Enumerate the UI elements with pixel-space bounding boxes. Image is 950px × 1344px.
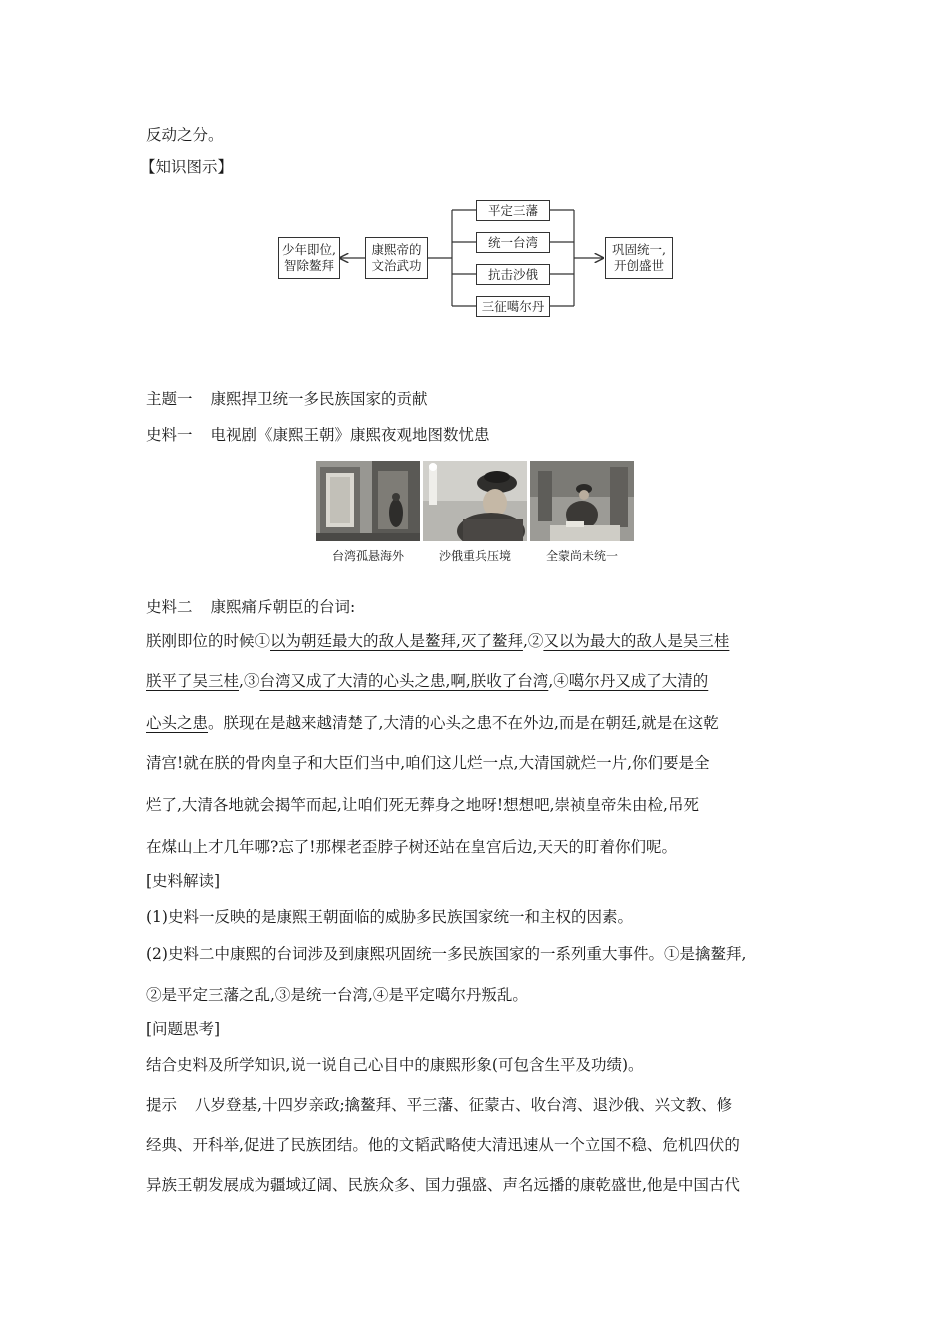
- diagram-center-line2: 文治武功: [371, 258, 422, 273]
- hint-line-3: 异族王朝发展成为疆域辽阔、民族众多、国力强盛、声名远播的康乾盛世,他是中国古代: [146, 1176, 740, 1194]
- hint-line-1: [146, 1094, 732, 1116]
- diagram-branch-2: 统一台湾: [476, 232, 550, 253]
- quote-text: ,②: [522, 632, 544, 650]
- theme-1-text: 康熙捍卫统一多民族国家的贡献: [210, 390, 428, 408]
- diagram-center-line1: 康熙帝的: [371, 242, 422, 257]
- diagram-connectors: [0, 0, 950, 340]
- interpretation-2b: ②是平定三藩之乱,③是统一台湾,④是平定噶尔丹叛乱。: [146, 986, 528, 1004]
- question-text: 结合史料及所学知识,说一说自己心目中的康熙形象(可包含生平及功绩)。: [146, 1056, 644, 1074]
- quote-text: 。朕现在是越来越清楚了,大清的心头之患不在外边,而是在朝廷,就是在这乾: [208, 714, 719, 732]
- knowledge-heading: 【知识图示】: [140, 158, 234, 176]
- photo-caption-3: 全蒙尚未统一: [545, 549, 618, 563]
- diagram-branch-3: 抗击沙俄: [476, 264, 550, 285]
- diagram-right-line1: 巩固统一,: [612, 242, 666, 257]
- source-2-label: 史料二: [146, 598, 193, 616]
- quote-underlined-1: 以为朝廷最大的敌人是鳌拜,灭了鳌拜: [270, 632, 523, 650]
- quote-line-1: [146, 630, 729, 652]
- quote-underlined-2: 又以为最大的敌人是吴三桂: [543, 632, 730, 650]
- quote-underlined-3: 台湾又成了大清的心头之患,啊,朕收了台湾: [259, 672, 549, 690]
- photo-taiwan: [316, 461, 420, 541]
- hint-text-1: 八岁登基,十四岁亲政;擒鳌拜、平三藩、征蒙古、收台湾、退沙俄、兴文教、修: [195, 1096, 733, 1114]
- source-2: [146, 596, 355, 618]
- interpretation-2a: (2)史料二中康熙的台词涉及到康熙巩固统一多民族国家的一系列重大事件。①是擒鳌拜,: [146, 945, 747, 963]
- diagram-right-line2: 开创盛世: [613, 258, 664, 273]
- quote-text: 朕刚即位的时候①: [146, 632, 271, 650]
- photo-mongolia-image: [530, 461, 634, 541]
- photo-russia: [423, 461, 527, 541]
- diagram-box-left: [278, 237, 340, 279]
- quote-line-6: 在煤山上才几年哪?忘了!那棵老歪脖子树还站在皇宫后边,天天的盯着你们呢。: [146, 838, 677, 856]
- diagram-box-center: [365, 237, 428, 279]
- theme-1-label: 主题一: [146, 390, 193, 408]
- quote-line-3: [146, 712, 719, 734]
- source-1-label: 史料一: [146, 426, 193, 444]
- photo-caption-2: 沙俄重兵压境: [438, 549, 511, 563]
- interpretation-heading: [史料解读]: [146, 872, 221, 890]
- diagram-box-right: [605, 237, 673, 279]
- quote-line-5: 烂了,大清各地就会揭竿而起,让咱们死无葬身之地呀!想想吧,崇祯皇帝朱由检,吊死: [146, 796, 699, 814]
- diagram-branch-1: 平定三藩: [476, 200, 550, 221]
- source-2-text: 康熙痛斥朝臣的台词:: [210, 598, 356, 616]
- source-1-text: 电视剧《康熙王朝》康熙夜观地图数忧患: [210, 426, 490, 444]
- diagram-left-line1: 少年即位,: [282, 242, 336, 257]
- photo-taiwan-image: [316, 461, 420, 541]
- quote-text: ,④: [548, 672, 569, 690]
- quote-underlined-2b: 朕平了吴三桂: [146, 672, 240, 690]
- hint-label: 提示: [146, 1096, 178, 1114]
- quote-line-4: 清宫!就在朕的骨肉皇子和大臣们当中,咱们这儿烂一点,大清国就烂一片,你们要是全: [146, 754, 710, 772]
- quote-text: ,③: [239, 672, 260, 690]
- diagram-branch-4: 三征噶尔丹: [476, 296, 550, 317]
- theme-1: [146, 388, 428, 410]
- source-1: [146, 424, 490, 446]
- photo-caption-1: 台湾孤悬海外: [331, 549, 404, 563]
- intro-tail: 反动之分。: [146, 126, 224, 144]
- photo-russia-image: [423, 461, 527, 541]
- interpretation-1: (1)史料一反映的是康熙王朝面临的威胁多民族国家统一和主权的因素。: [146, 908, 633, 926]
- photo-mongolia: [530, 461, 634, 541]
- diagram-left-line2: 智除鳌拜: [283, 258, 334, 273]
- quote-underlined-4: 噶尔丹又成了大清的: [568, 672, 709, 690]
- question-heading: [问题思考]: [146, 1020, 221, 1038]
- hint-line-2: 经典、开科举,促进了民族团结。他的文韬武略使大清迅速从一个立国不稳、危机四伏的: [146, 1136, 740, 1154]
- quote-line-2: [146, 670, 708, 692]
- quote-underlined-4b: 心头之患: [146, 714, 209, 732]
